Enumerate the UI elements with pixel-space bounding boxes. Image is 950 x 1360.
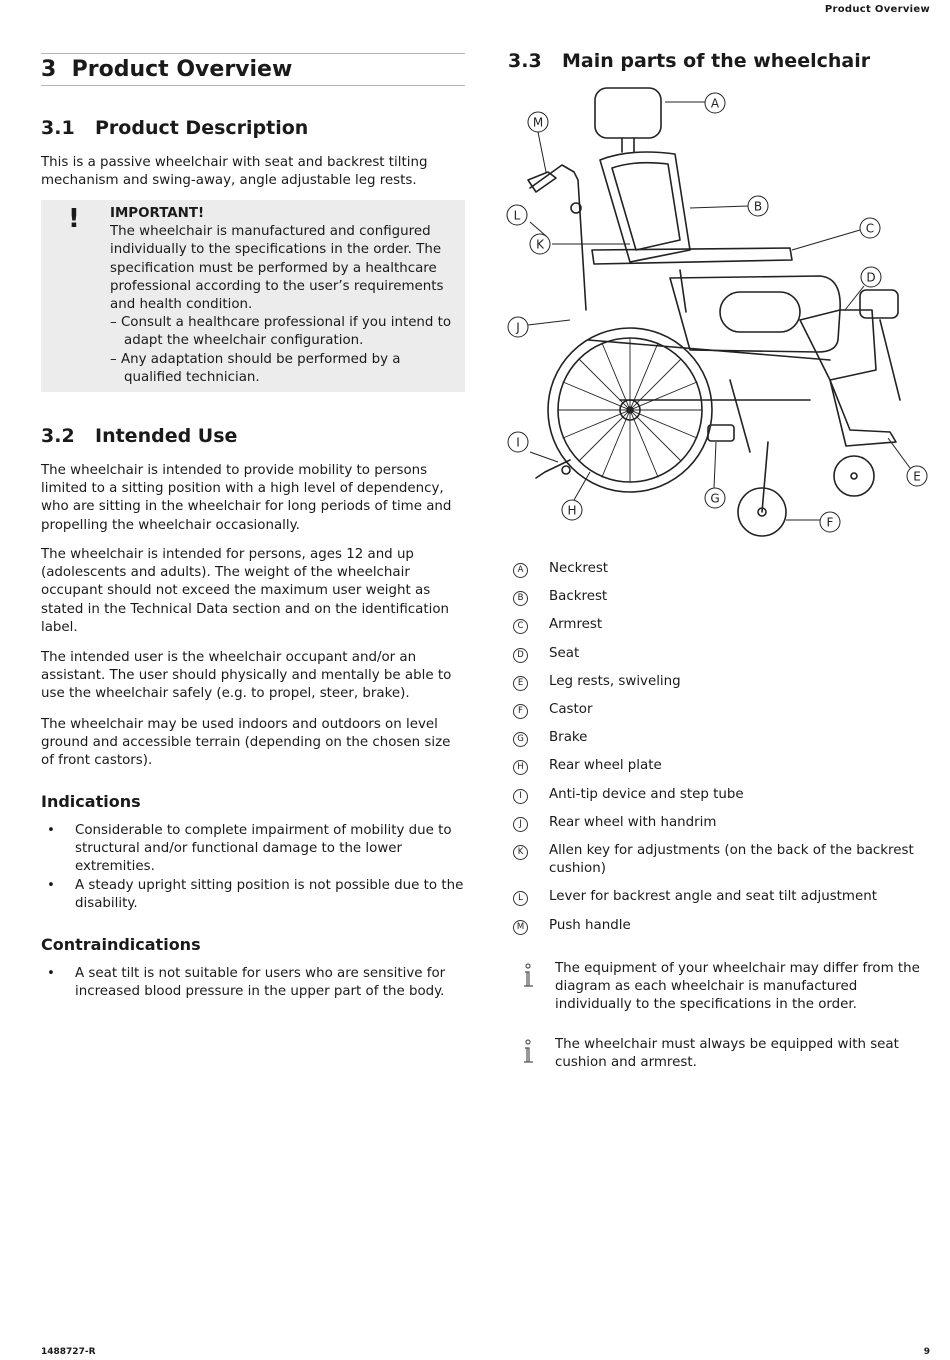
part-key: L xyxy=(513,891,528,906)
indications-title: Indications xyxy=(41,792,141,811)
contraindications-title: Contraindications xyxy=(41,935,201,954)
part-item xyxy=(513,786,933,804)
svg-text:F: F xyxy=(826,515,834,530)
neckrest-shape xyxy=(595,88,661,138)
part-item xyxy=(513,888,933,906)
running-header: Product Overview xyxy=(824,4,930,15)
part-label: Brake xyxy=(549,730,588,746)
svg-text:C: C xyxy=(865,221,875,236)
svg-text:G: G xyxy=(710,491,720,506)
intended-use-paragraph: The intended user is the wheelchair occupant and/or an assistant. The user should physically and mentally be able to use the wheelchair safely (e.g. to propel, steer, brake). xyxy=(41,650,452,702)
part-label: Push handle xyxy=(549,917,631,933)
part-key: A xyxy=(513,563,528,578)
wheelchair-diagram xyxy=(500,80,940,550)
part-item xyxy=(513,588,933,606)
info-note-text: The wheelchair must always be equipped with seat cushion and armrest. xyxy=(555,1037,899,1071)
indications-list xyxy=(41,822,465,913)
part-key: I xyxy=(513,789,528,804)
chapter-number: 3 xyxy=(41,57,57,82)
info-note-text: The equipment of your wheelchair may differ from the diagram as each wheelchair is manufactured individually to the specifications in the order. xyxy=(555,961,920,1013)
part-item xyxy=(513,616,933,634)
part-label: Rear wheel with handrim xyxy=(549,814,717,830)
part-label: Anti-tip device and step tube xyxy=(549,786,744,802)
seat-shape xyxy=(670,276,840,352)
section-3-2-title xyxy=(41,425,237,447)
chapter-rule-top xyxy=(41,53,465,54)
important-notice xyxy=(41,200,465,392)
part-item xyxy=(513,757,933,775)
section-title-text: Product Description xyxy=(95,117,309,139)
part-item xyxy=(513,842,933,878)
section-title-text: Main parts of the wheelchair xyxy=(562,50,871,72)
info-note xyxy=(513,960,933,1015)
backrest-shape xyxy=(600,152,690,262)
svg-text:K: K xyxy=(536,237,544,252)
notice-text: The wheelchair is manufactured and configured individually to the specifications in the order. The specification must be performed by a healthcare professional according to the user’s requirements and health condition. xyxy=(110,224,444,313)
info-icon xyxy=(517,1038,539,1066)
part-item xyxy=(513,673,933,691)
svg-text:E: E xyxy=(913,469,921,484)
armrest-shape xyxy=(592,248,792,264)
leg-rest-shape xyxy=(830,380,896,446)
parts-legend xyxy=(513,560,933,945)
list-item: • A steady upright sitting position is not possible due to the disability. xyxy=(41,877,465,913)
notice-item: – Consult a healthcare professional if you intend to adapt the wheelchair configuration. xyxy=(110,315,452,349)
svg-text:I: I xyxy=(516,435,520,450)
chapter-rule-bottom xyxy=(41,85,465,86)
chapter-title xyxy=(41,57,292,82)
part-key: F xyxy=(513,704,528,719)
part-label: Seat xyxy=(549,645,580,661)
part-key: M xyxy=(513,920,528,935)
part-key: H xyxy=(513,760,528,775)
part-key: D xyxy=(513,648,528,663)
part-label: Castor xyxy=(549,702,593,718)
part-item xyxy=(513,701,933,719)
part-item xyxy=(513,917,933,935)
svg-text:L: L xyxy=(513,208,521,223)
push-handle-shape xyxy=(528,172,556,192)
info-note xyxy=(513,1036,933,1072)
exclamation-icon: ! xyxy=(68,204,80,234)
part-item xyxy=(513,560,933,578)
intended-use-paragraph: The wheelchair is intended for persons, ages 12 and up (adolescents and adults). The weight of the wheelchair occupant should not exceed the maximum user weight as stated in the Technical Data section and on the identification label. xyxy=(41,547,450,635)
svg-text:D: D xyxy=(866,270,876,285)
part-key: K xyxy=(513,845,528,860)
product-description-text: This is a passive wheelchair with seat and backrest tilting mechanism and swing-away, angle adjustable leg rests. xyxy=(41,155,428,189)
part-label: Rear wheel plate xyxy=(549,758,662,774)
svg-text:J: J xyxy=(516,320,520,335)
notice-item: – Any adaptation should be performed by a qualified technician. xyxy=(110,351,401,385)
part-key: G xyxy=(513,732,528,747)
footer-page-number: 9 xyxy=(923,1347,930,1357)
notice-title: IMPORTANT! xyxy=(110,206,205,221)
part-key: B xyxy=(513,591,528,606)
footer-doc-code: 1488727-R xyxy=(41,1347,96,1357)
section-number: 3.3 xyxy=(508,50,542,72)
part-label: Lever for backrest angle and seat tilt adjustment xyxy=(549,889,877,905)
part-label: Allen key for adjustments (on the back of the backrest cushion) xyxy=(549,843,914,877)
section-number: 3.2 xyxy=(41,425,75,447)
section-3-1-title xyxy=(41,117,308,139)
part-label: Leg rests, swiveling xyxy=(549,673,681,689)
part-key: J xyxy=(513,817,528,832)
part-item xyxy=(513,645,933,663)
part-item xyxy=(513,814,933,832)
section-3-3-title xyxy=(508,50,870,72)
part-label: Backrest xyxy=(549,589,608,605)
part-label: Neckrest xyxy=(549,561,609,576)
svg-text:A: A xyxy=(710,96,720,111)
intended-use-paragraph: The wheelchair may be used indoors and outdoors on level ground and accessible terrain (depending on the chosen size of front castors). xyxy=(41,717,451,769)
list-item: • Considerable to complete impairment of mobility due to structural and/or functional damage to the lower extremities. xyxy=(41,822,465,877)
part-label: Armrest xyxy=(549,617,603,633)
svg-text:H: H xyxy=(567,503,577,518)
part-item xyxy=(513,729,933,747)
contraindications-list xyxy=(41,965,465,1001)
notice-body xyxy=(110,205,456,387)
section-number: 3.1 xyxy=(41,117,75,139)
list-item: • A seat tilt is not suitable for users who are sensitive for increased blood pressure in the upper part of the body. xyxy=(41,965,465,1001)
svg-text:B: B xyxy=(753,199,763,214)
chapter-title-text: Product Overview xyxy=(71,57,293,82)
intended-use-paragraph: The wheelchair is intended to provide mobility to persons limited to a sitting position with a high level of dependency, who are sitting in the wheelchair for long periods of time and propelling the wheelchair occasionally. xyxy=(41,463,452,533)
part-key: E xyxy=(513,676,528,691)
svg-text:M: M xyxy=(532,115,544,130)
section-title-text: Intended Use xyxy=(95,425,238,447)
part-key: C xyxy=(513,619,528,634)
info-icon xyxy=(517,962,539,990)
